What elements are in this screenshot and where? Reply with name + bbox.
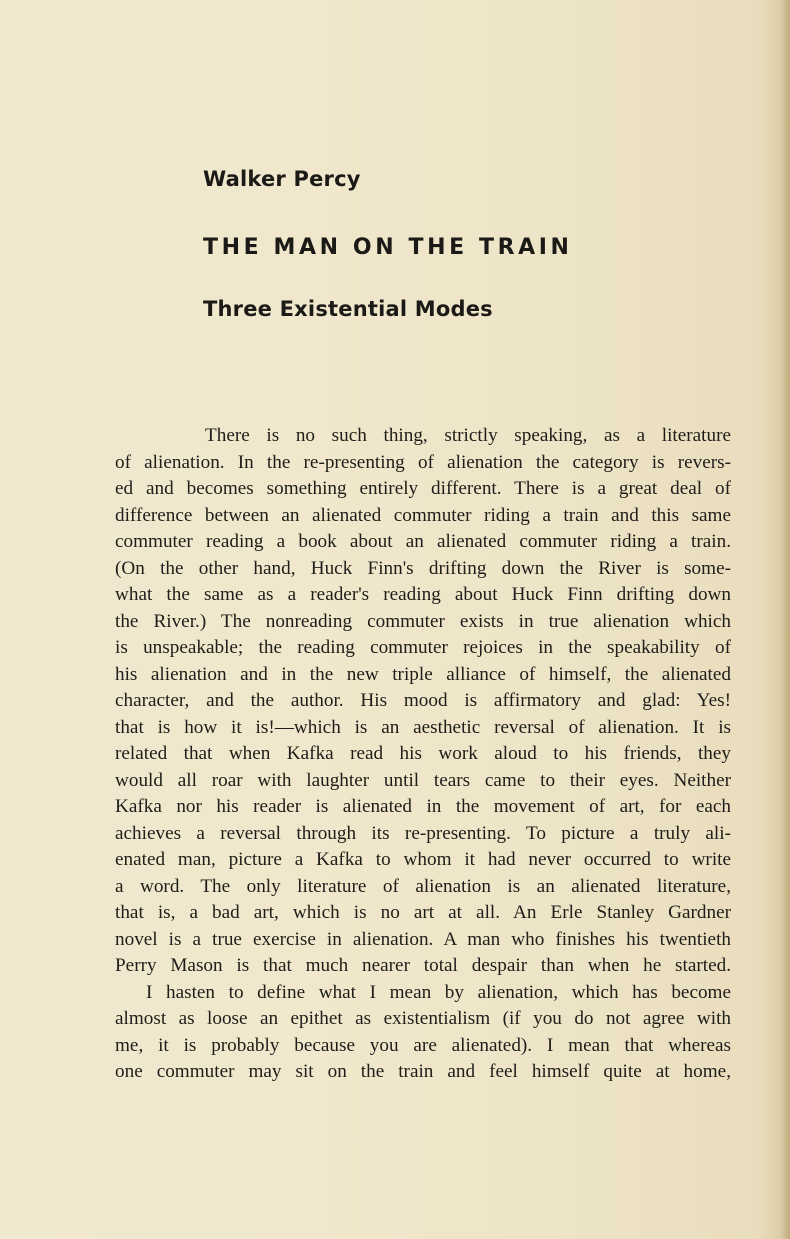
text-line: (On the other hand, Huck Finn's drifting down the River is some- (115, 557, 731, 579)
text-line: achieves a reversal through its re-presenting. To picture a truly ali- (115, 822, 731, 844)
text-line: commuter reading a book about an alienated commuter riding a train. (115, 531, 731, 552)
text-line: what the same as a reader's reading about Huck Finn drifting down (115, 584, 731, 605)
text-line: There is no such thing, strictly speaking, as a literature (205, 425, 731, 446)
text-line: related that when Kafka read his work aloud to his friends, they (115, 743, 731, 764)
author-name: Walker Percy (203, 167, 361, 191)
text-line: me, it is probably because you are alienated). I mean that whereas (115, 1034, 731, 1056)
text-line: that is how it is!—which is an aesthetic reversal of alienation. It is (115, 716, 731, 738)
text-line: his alienation and in the new triple alliance of himself, the alienated (115, 663, 731, 685)
text-line: the River.) The nonreading commuter exists in true alienation which (115, 610, 731, 632)
text-line: difference between an alienated commuter riding a train and this same (115, 504, 731, 526)
text-line: that is, a bad art, which is no art at all. An Erle Stanley Gardner (115, 902, 731, 923)
text-line: one commuter may sit on the train and feel himself quite at home, (115, 1061, 731, 1082)
text-line: enated man, picture a Kafka to whom it had never occurred to write (115, 849, 731, 870)
text-line: Kafka nor his reader is alienated in the movement of art, for each (115, 796, 731, 817)
text-line: Perry Mason is that much nearer total despair than when he started. (115, 955, 731, 976)
text-line: of alienation. In the re-presenting of alienation the category is revers- (115, 451, 731, 473)
text-line: a word. The only literature of alienation is an alienated literature, (115, 875, 731, 897)
text-line: character, and the author. His mood is affirmatory and glad: Yes! (115, 690, 731, 711)
essay-title: THE MAN ON THE TRAIN (203, 235, 573, 260)
text-line: almost as loose an epithet as existentialism (if you do not agree with (115, 1008, 731, 1029)
text-line: would all roar with laughter until tears came to their eyes. Neither (115, 769, 731, 791)
body-text (115, 423, 731, 1086)
essay-subtitle: Three Existential Modes (203, 297, 493, 321)
text-line: novel is a true exercise in alienation. A man who finishes his twentieth (115, 928, 731, 950)
text-line: ed and becomes something entirely different. There is a great deal of (115, 478, 731, 499)
text-line: is unspeakable; the reading commuter rejoices in the speakability of (115, 637, 731, 658)
text-line: I hasten to define what I mean by alienation, which has become (146, 981, 731, 1003)
